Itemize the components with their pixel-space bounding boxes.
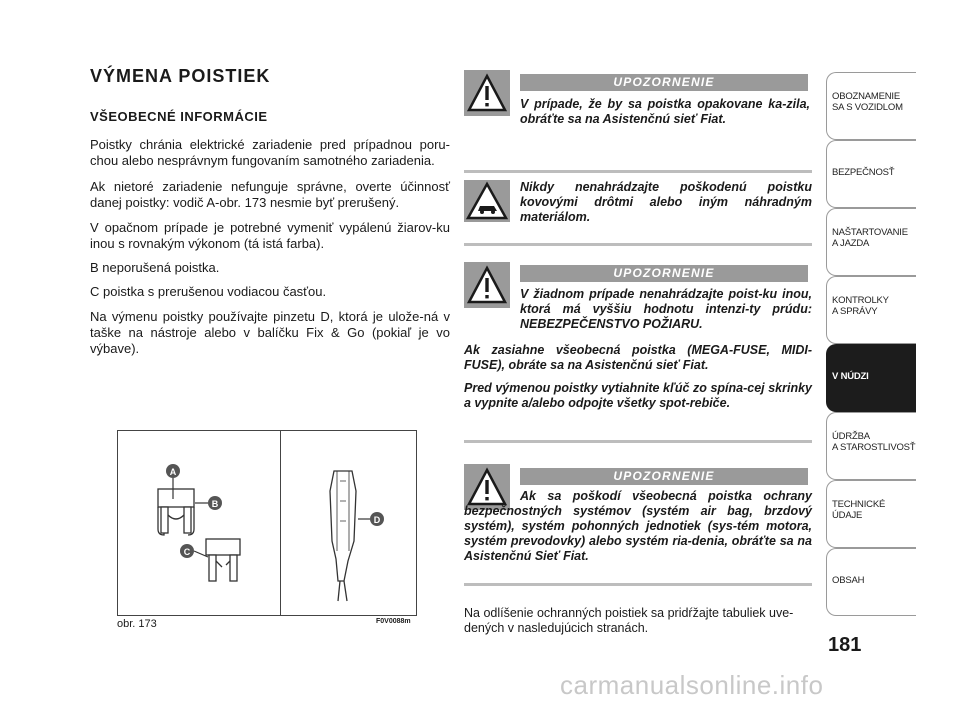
section-title: VÝMENA POISTIEK <box>90 66 271 86</box>
tab-bezpecnost[interactable] <box>826 140 916 208</box>
tab-obsah[interactable] <box>826 548 916 616</box>
tab-label: OBSAH <box>832 575 865 586</box>
tab-label: KONTROLKY <box>832 295 889 306</box>
figure-code: F0V0088m <box>376 618 411 625</box>
tab-kontrolky[interactable] <box>826 276 916 344</box>
paragraph: Na výmenu poistky používajte pinzetu D, ktorá je ulože-ná v taške na nástroje alebo v balíčku Fix & Go (pokiaľ je vo výbave). <box>90 309 450 356</box>
tab-label: OBOZNAMENIE <box>832 91 901 102</box>
warning-triangle-icon <box>464 70 510 116</box>
warning-header: UPOZORNENIE <box>520 74 808 91</box>
tab-label: ÚDRŽBA <box>832 431 870 442</box>
paragraph: V opačnom prípade je potrebné vymeniť vypálenú žiarov-ku inou s rovnakým výkonom (tá istá farba). <box>90 220 450 251</box>
warning-text: V prípade, že by sa poistka opakovane ka-zila, obráťte sa na Asistenčnú sieť Fiat. <box>520 97 810 126</box>
fuse-figure <box>117 430 417 616</box>
tab-label: ÚDAJE <box>832 510 863 521</box>
bottom-paragraph: Na odlíšenie ochranných poistiek sa pridŕžajte tabuliek uve-dených v nasledujúcich stranách. <box>464 606 794 635</box>
figure-caption: obr. 173 <box>117 618 157 630</box>
tab-label: SA S VOZIDLOM <box>832 102 903 113</box>
tab-label: BEZPEČNOSŤ <box>832 167 895 178</box>
tab-label: A JAZDA <box>832 238 870 249</box>
separator <box>464 583 812 586</box>
tab-technicke-udaje[interactable] <box>826 480 916 548</box>
tab-udrzba[interactable] <box>826 412 916 480</box>
fuse-illustration <box>118 431 416 615</box>
tweezers-icon <box>330 471 356 601</box>
tab-label: A SPRÁVY <box>832 306 878 317</box>
section-subtitle: VŠEOBECNÉ INFORMÁCIE <box>90 109 268 124</box>
warning-text: V žiadnom prípade nenahrádzajte poist-ku inou, ktorá má vyššiu hodnotu intenzi-ty prúdu: NEBEZPEČENSTVO POŽIARU. <box>520 287 812 331</box>
warning-text: Ak sa poškodí všeobecná poistka ochrany bezpečnostných systémov (systém air bag, brzdový systém), systém pohonných jednotiek (sys-tém motora, systém prevodovky) alebo systém ria-denia, obráťte sa na Asistenčnú Sieť Fiat. <box>464 489 812 563</box>
tab-v-nudzi[interactable] <box>826 344 916 412</box>
warning-header: UPOZORNENIE <box>520 265 808 282</box>
warning-header: UPOZORNENIE <box>520 468 808 485</box>
fuse-icon <box>206 539 240 581</box>
paragraph: Poistky chránia elektrické zariadenie pred prípadnou poru-chou alebo nesprávnym fungovaním samotného zariadenia. <box>90 137 450 168</box>
paragraph: B neporušená poistka. <box>90 260 220 275</box>
fuse-icon <box>158 489 194 535</box>
separator <box>464 440 812 443</box>
warning-text: Ak zasiahne všeobecná poistka (MEGA-FUSE, MIDI-FUSE), obráte sa na Asistenčnú sieť Fiat. <box>464 343 812 372</box>
tab-oboznamenie[interactable] <box>826 72 916 140</box>
label-c: C <box>183 547 191 557</box>
caution-text: Nikdy nenahrádzajte poškodenú poistku kovovými drôtmi alebo iným náhradným materiálom. <box>520 180 812 224</box>
watermark: carmanualsonline.info <box>560 670 824 700</box>
paragraph: Ak nietoré zariadenie nefunguje správne, overte účinnosť danej poistky: vodič A-obr. 173 nesmie byť prerušený. <box>90 179 450 210</box>
label-a: A <box>169 467 177 477</box>
page-number: 181 <box>828 634 862 656</box>
warning-triangle-icon <box>464 262 510 308</box>
tab-nastartovanie[interactable] <box>826 208 916 276</box>
separator <box>464 170 812 173</box>
warning-text: Pred výmenou poistky vytiahnite kľúč zo spína-cej skrinky a vypnite a/alebo odpojte všetky spot-rebiče. <box>464 381 812 410</box>
paragraph: C poistka s prerušenou vodiacou časťou. <box>90 284 327 299</box>
label-d: D <box>373 515 381 525</box>
car-triangle-icon <box>464 180 510 222</box>
separator <box>464 243 812 246</box>
tab-label: TECHNICKÉ <box>832 499 886 510</box>
label-b: B <box>211 499 219 509</box>
tab-label: V NÚDZI <box>832 371 869 382</box>
tab-label: A STAROSTLIVOSŤ <box>832 442 916 453</box>
tab-label: NAŠTARTOVANIE <box>832 227 908 238</box>
